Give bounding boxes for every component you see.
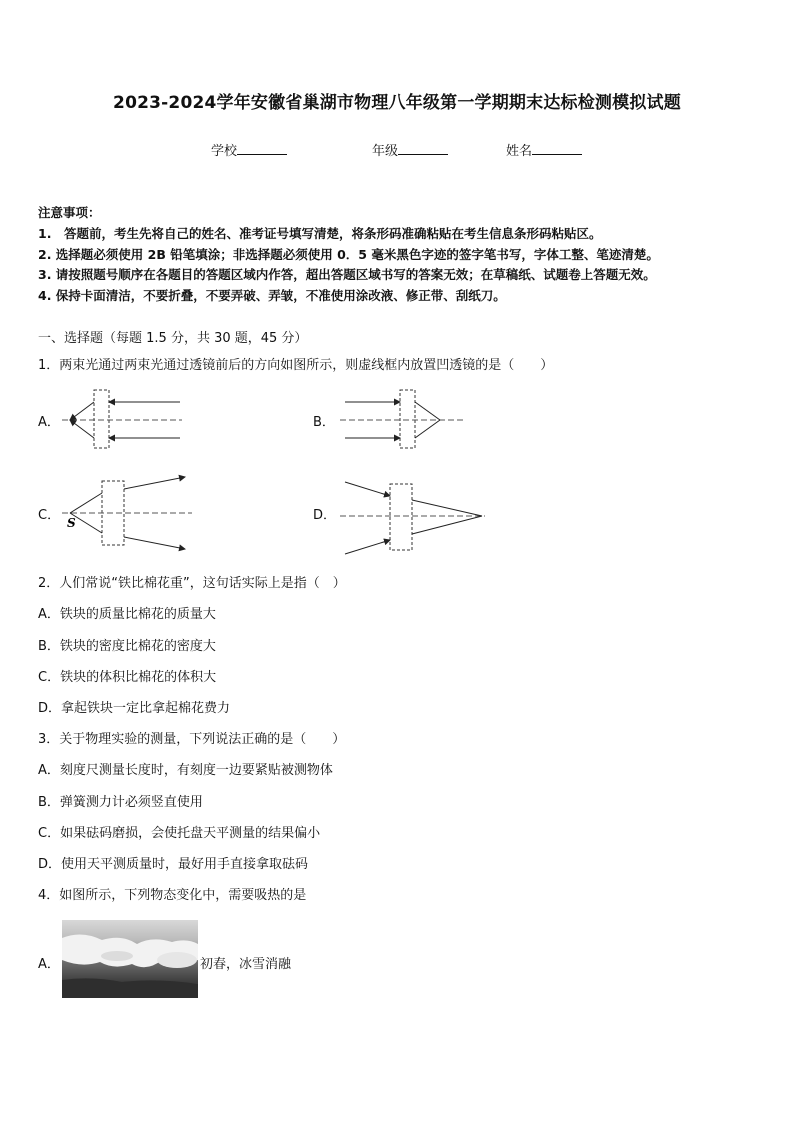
q3-option: C．如果砝码磨损，会使托盘天平测量的结果偏小 (38, 826, 321, 841)
note-item: 4. 保持卡面清洁，不要折叠，不要弄破、弄皱，不准使用涂改液、修正带、刮纸刀。 (38, 288, 506, 303)
q1-figure-d (340, 478, 485, 556)
q1-option-a-label: A． (38, 415, 60, 430)
note-item: 2. 选择题必须使用 2B 铅笔填涂；非选择题必须使用 0．5 毫米黑色字迹的签字笔书写，字体工整、笔迹清楚。 (38, 247, 659, 262)
school-label: 学校 (211, 144, 238, 159)
name-label: 姓名 (506, 144, 533, 159)
question-3-stem: 3．关于物理实验的测量，下列说法正确的是（ ） (38, 732, 346, 747)
school-field (211, 140, 287, 159)
note-item: 3. 请按照题号顺序在各题目的答题区域内作答，超出答题区域书写的答案无效；在草稿纸、试题卷上答题无效。 (38, 267, 656, 282)
school-blank (237, 142, 287, 155)
grade-blank (398, 142, 448, 155)
q4-option-a-text: 初春，冰雪消融 (200, 957, 292, 972)
q1-option-b-label: B． (313, 415, 335, 430)
page-title: 2023-2024学年安徽省巢湖市物理八年级第一学期期末达标检测模拟试题 (113, 93, 681, 113)
section-heading: 一、选择题（每题 1.5 分，共 30 题，45 分） (38, 331, 308, 346)
q3-option: B．弹簧测力计必须竖直使用 (38, 795, 203, 810)
q3-option: A．刻度尺测量长度时，有刻度一边要紧贴被测物体 (38, 763, 333, 778)
q1-figure-a (62, 388, 182, 450)
source-label-s: S (67, 516, 76, 530)
note-item: 1. 答题前，考生先将自己的姓名、准考证号填写清楚，将条形码准确粘贴在考生信息条形码粘贴区。 (38, 226, 602, 241)
q2-option: D．拿起铁块一定比拿起棉花费力 (38, 701, 231, 716)
grade-field (372, 140, 448, 159)
melting-ice-photo (62, 920, 198, 998)
question-4-stem: 4．如图所示，下列物态变化中，需要吸热的是 (38, 888, 307, 903)
q1-figure-c (62, 475, 192, 553)
q2-option: B．铁块的密度比棉花的密度大 (38, 639, 216, 654)
q1-option-d-label: D． (313, 508, 337, 523)
q1-option-c-label: C． (38, 508, 61, 523)
name-blank (532, 142, 582, 155)
q3-option: D．使用天平测质量时，最好用手直接拿取砝码 (38, 857, 309, 872)
q4-option-a-label: A． (38, 957, 60, 972)
q2-option: C．铁块的体积比棉花的体积大 (38, 670, 217, 685)
name-field (506, 140, 582, 159)
question-2-stem: 2．人们常说“铁比棉花重”，这句话实际上是指（ ） (38, 576, 346, 591)
q2-option: A．铁块的质量比棉花的质量大 (38, 607, 216, 622)
grade-label: 年级 (372, 144, 399, 159)
notes-heading: 注意事项： (38, 205, 101, 220)
q1-figure-b (340, 388, 465, 450)
ice-floe-shapes (62, 920, 198, 998)
question-1-stem: 1．两束光通过两束光通过透镜前后的方向如图所示，则虚线框内放置凹透镜的是（ ） (38, 358, 554, 373)
